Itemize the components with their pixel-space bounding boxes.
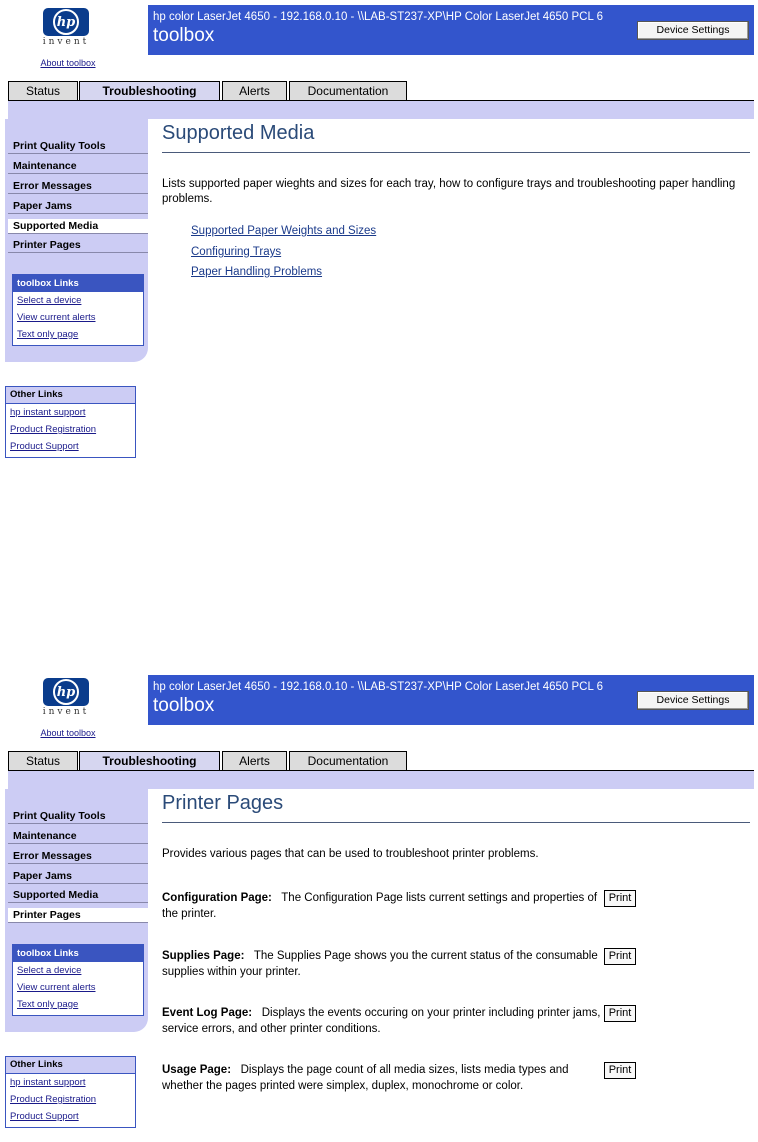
- sidebar-item-supported-media[interactable]: Supported Media: [8, 219, 148, 234]
- sidebar-item-printer-pages[interactable]: Printer Pages: [8, 908, 148, 923]
- hp-logo-tagline: invent: [42, 37, 90, 47]
- row-name: Configuration Page:: [162, 892, 272, 904]
- other-links-title: Other Links: [6, 1057, 135, 1074]
- hp-logo: [36, 8, 96, 47]
- tab-documentation[interactable]: Documentation: [289, 751, 407, 770]
- sidebar-item-maintenance[interactable]: Maintenance: [8, 829, 148, 844]
- sidebar-item-paper-jams[interactable]: Paper Jams: [8, 869, 148, 884]
- view-alerts-link[interactable]: View current alerts: [17, 982, 96, 993]
- configuration-page-row: [162, 890, 602, 922]
- page-title: Printer Pages: [162, 792, 284, 814]
- paper-handling-problems-link[interactable]: Paper Handling Problems: [191, 266, 323, 278]
- toolbox-links-box: [12, 944, 144, 1016]
- sidebar-item-print-quality-tools[interactable]: Print Quality Tools: [8, 809, 148, 824]
- row-name: Event Log Page:: [162, 1007, 253, 1019]
- device-settings-button[interactable]: Device Settings: [637, 21, 749, 40]
- row-text: The Supplies Page shows you the current status of the consumable supplies within your printer.: [162, 950, 598, 978]
- row-name: Usage Page:: [162, 1064, 232, 1076]
- hp-instant-support-link[interactable]: hp instant support: [10, 1077, 86, 1088]
- device-path: hp color LaserJet 4650 - 192.168.0.10 - \\LAB-ST237-XP\HP Color LaserJet 4650 PCL 6: [153, 681, 604, 693]
- tab-status[interactable]: Status: [8, 81, 78, 100]
- print-supplies-button[interactable]: Print: [604, 948, 636, 965]
- row-text: The Configuration Page lists current settings and properties of the printer.: [162, 892, 598, 920]
- device-settings-button[interactable]: Device Settings: [637, 691, 749, 710]
- tab-alerts[interactable]: Alerts: [222, 751, 287, 770]
- hp-logo: [36, 678, 96, 717]
- toolbox-links-title: toolbox Links: [13, 275, 143, 292]
- hp-logo-mark: hp: [53, 679, 79, 705]
- toolbox-window-supported-media: [0, 0, 758, 470]
- toolbox-window-printer-pages: [0, 670, 758, 1140]
- main-content: [148, 119, 754, 459]
- device-path: hp color LaserJet 4650 - 192.168.0.10 - \\LAB-ST237-XP\HP Color LaserJet 4650 PCL 6: [153, 11, 604, 23]
- app-title: toolbox: [153, 25, 215, 46]
- app-title: toolbox: [153, 695, 215, 716]
- tab-troubleshooting[interactable]: Troubleshooting: [79, 751, 220, 771]
- supplies-page-row: [162, 948, 602, 980]
- product-registration-link[interactable]: Product Registration: [10, 424, 97, 435]
- supported-paper-weights-link[interactable]: Supported Paper Weights and Sizes: [191, 225, 377, 237]
- select-device-link[interactable]: Select a device: [17, 965, 82, 976]
- sidebar-item-paper-jams[interactable]: Paper Jams: [8, 199, 148, 214]
- row-name: Supplies Page:: [162, 950, 245, 962]
- about-toolbox-link[interactable]: About toolbox: [40, 728, 96, 738]
- product-support-link[interactable]: Product Support: [10, 441, 79, 452]
- page-description: Provides various pages that can be used to troubleshoot printer problems.: [162, 848, 539, 860]
- print-usage-button[interactable]: Print: [604, 1062, 636, 1079]
- page-description: Lists supported paper wieghts and sizes for each tray, how to configure trays and troubleshooting paper handling problems.: [162, 178, 736, 205]
- sidebar-item-error-messages[interactable]: Error Messages: [8, 849, 148, 864]
- product-registration-link[interactable]: Product Registration: [10, 1094, 97, 1105]
- toolbox-links-title: toolbox Links: [13, 945, 143, 962]
- other-links-title: Other Links: [6, 387, 135, 404]
- toolbox-links-box: [12, 274, 144, 346]
- main-content: [148, 789, 754, 1129]
- tab-alerts[interactable]: Alerts: [222, 81, 287, 100]
- print-event-log-button[interactable]: Print: [604, 1005, 636, 1022]
- event-log-page-row: [162, 1005, 602, 1037]
- hp-logo-tagline: invent: [42, 707, 90, 717]
- sidebar-item-maintenance[interactable]: Maintenance: [8, 159, 148, 174]
- header-bar: [148, 675, 754, 725]
- hp-instant-support-link[interactable]: hp instant support: [10, 407, 86, 418]
- view-alerts-link[interactable]: View current alerts: [17, 312, 96, 323]
- title-divider: [162, 152, 750, 153]
- sidebar-item-printer-pages[interactable]: Printer Pages: [8, 238, 148, 253]
- tab-documentation[interactable]: Documentation: [289, 81, 407, 100]
- text-only-page-link[interactable]: Text only page: [17, 999, 79, 1010]
- page-title: Supported Media: [162, 122, 315, 144]
- tab-status[interactable]: Status: [8, 751, 78, 770]
- select-device-link[interactable]: Select a device: [17, 295, 82, 306]
- nav-strip: [8, 771, 754, 789]
- sidebar-item-supported-media[interactable]: Supported Media: [8, 888, 148, 903]
- sidebar-item-print-quality-tools[interactable]: Print Quality Tools: [8, 139, 148, 154]
- about-toolbox-link[interactable]: About toolbox: [40, 58, 96, 68]
- nav-strip: [8, 101, 754, 119]
- other-links-box: [5, 1056, 136, 1128]
- product-support-link[interactable]: Product Support: [10, 1111, 79, 1122]
- print-configuration-button[interactable]: Print: [604, 890, 636, 907]
- sidebar-item-error-messages[interactable]: Error Messages: [8, 179, 148, 194]
- title-divider: [162, 822, 750, 823]
- row-text: Displays the events occuring on your printer including printer jams, service errors, and other printer conditions.: [162, 1007, 601, 1035]
- configuring-trays-link[interactable]: Configuring Trays: [191, 246, 282, 258]
- tab-troubleshooting[interactable]: Troubleshooting: [79, 81, 220, 101]
- hp-logo-mark: hp: [53, 9, 79, 35]
- row-text: Displays the page count of all media sizes, lists media types and whether the pages printed were simplex, duplex, monochrome or color.: [162, 1064, 569, 1092]
- other-links-box: [5, 386, 136, 458]
- header-bar: [148, 5, 754, 55]
- hp-logo-badge: [43, 8, 89, 36]
- usage-page-row: [162, 1062, 602, 1094]
- hp-logo-badge: [43, 678, 89, 706]
- text-only-page-link[interactable]: Text only page: [17, 329, 79, 340]
